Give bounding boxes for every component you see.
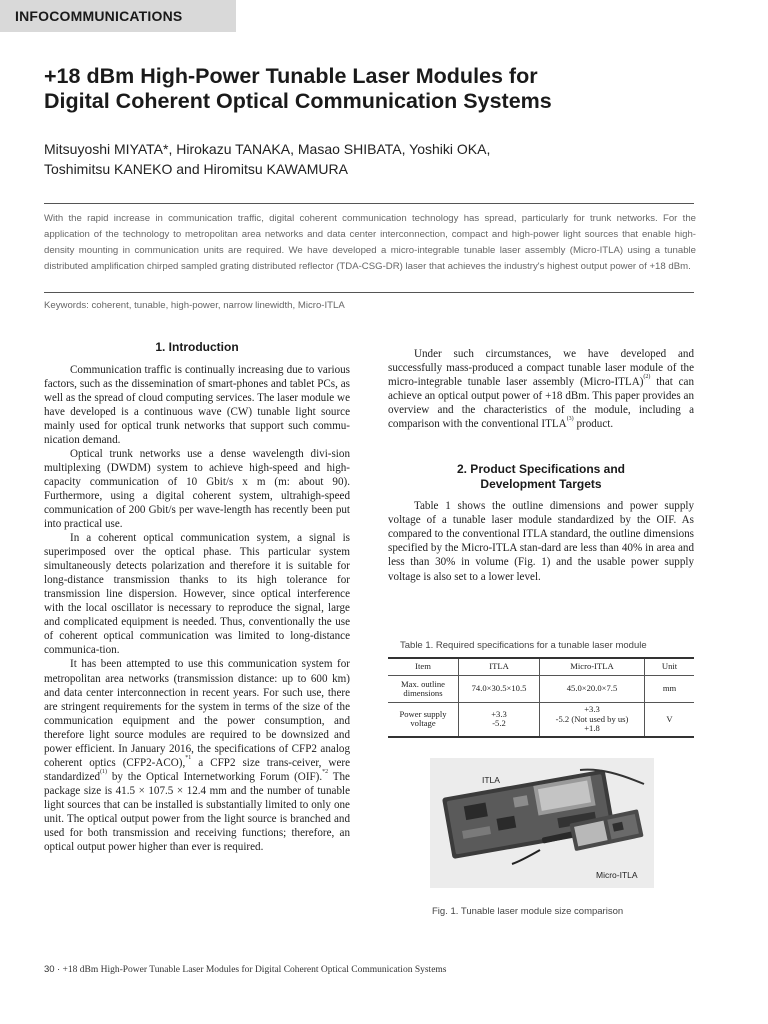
table-header-cell: Item <box>388 658 459 676</box>
table-row <box>388 703 694 737</box>
title-line-2: Digital Coherent Optical Communication Systems <box>44 89 552 113</box>
table-cell: Power supply voltage <box>388 703 459 737</box>
abstract-top-rule <box>44 203 694 204</box>
table-cell: +3.3 -5.2 (Not used by us) +1.8 <box>540 703 645 737</box>
table-cell: +3.3 -5.2 <box>459 703 540 737</box>
citation-ref: (2) <box>643 374 651 381</box>
table-row <box>388 676 694 703</box>
table-header-row <box>388 658 694 676</box>
table-header-cell: Micro-ITLA <box>540 658 645 676</box>
left-column <box>44 340 350 854</box>
micro-itla-label: Micro-ITLA <box>596 870 638 880</box>
abstract-bottom-rule <box>44 292 694 293</box>
keywords: Keywords: coherent, tunable, high-power, narrow linewidth, Micro-ITLA <box>44 300 345 311</box>
footer-separator: · <box>56 964 61 975</box>
authors-line-2: Toshimitsu KANEKO and Hiromitsu KAWAMURA <box>44 161 348 177</box>
table-cell: mm <box>645 676 695 703</box>
table-cell: 74.0×30.5×10.5 <box>459 676 540 703</box>
section-2-heading: 2. Product Specifications and Development Targets <box>456 462 626 491</box>
title-line-1: +18 dBm High-Power Tunable Laser Modules for <box>44 64 538 88</box>
page-footer <box>44 964 447 975</box>
running-title: +18 dBm High-Power Tunable Laser Modules for Digital Coherent Optical Communication Systems <box>62 965 447 975</box>
abstract: With the rapid increase in communication traffic, digital coherent communication technology has spread, particularly for trunk networks. For the application of the technology to metropolitan area networks and data center interconnection, compact and high-power light sources that enable high-density mounting in communication units are required. We have developed a micro-integrable tunable laser assembly (Micro-ITLA) using a tunable distributed amplification chirped sampled grating distributed reflector (TDA-CSG-DR) laser that achieves the industry's highest output power of +18 dBm. <box>44 213 696 272</box>
section-1-heading: 1. Introduction <box>155 340 239 354</box>
citation-ref: (3) <box>566 416 574 423</box>
intro-paragraph-3: In a coherent optical communication system, a signal is superimposed over the optical phase. This particular system simultaneously detects polarization and therefore it is suitable for long-distance transmission thanks to its high tolerance for transmission line dispersion. However, since optical interference with the local oscillator is necessary to reproduce the signal, large and complicated equipment is needed. Thus, conventionally the use of coherent optical communication was limited to long-distance communica-tion. <box>44 532 350 657</box>
footnote-ref: *1 <box>185 754 192 761</box>
intro-paragraph-2: Optical trunk networks use a dense wavelength divi-sion multiplexing (DWDM) system to achieve high-speed and high-capacity communication of 10 Gbit/s x m (m: about 90). Furthermore, using a digital coherent system, ultrahigh-speed communication of 200 Gbit/s per wave-length has recently been put into practical use. <box>44 447 350 531</box>
intro-paragraph-4: It has been attempted to use this communication system for metropolitan area networks (transmission distance: up to 600 km) and data center interconnection in recent years. For such use, there are stringent requirements for the system in terms of the size of the communication equipment and the power consumption, and therefore light source modules are required to be downsized and power efficient. In January 2016, the specifications of CFP2 analog coherent optics (CFP2-ACO),$^{*1}$ a CFP2 size trans-ceiver, were standardized$^{(1)}$ by the Optical Internetworking Forum (OIF).$^{*2}$ The package size is 41.5 × 107.5 × 12.4 mm and the number of tunable light sources that can be installed is substantially limited to only one unit. The optical output power from the light source is branched and used for both transmission and receiving functions; therefore, an optical output power higher than ever is required. <box>44 658 350 854</box>
intro-paragraph-1: Communication traffic is continually increasing due to various factors, such as the dissemination of smart-phones and tablet PCs, as well as the spread of cloud computing services. The laser module we have developed is a continuous wave (CW) tunable light source mainly used for optical trunk networks that support such commu-nication demand. <box>44 363 350 446</box>
right-column <box>388 340 694 584</box>
table-cell: Max. outline dimensions <box>388 676 459 703</box>
section-tag: INFOCOMMUNICATIONS <box>0 0 236 32</box>
figure-1-caption: Fig. 1. Tunable laser module size comparison <box>432 906 624 917</box>
itla-label: ITLA <box>482 775 500 785</box>
footnote-ref: *2 <box>322 768 329 775</box>
author-list <box>44 139 734 179</box>
intro-paragraph-5: Under such circumstances, we have developed and successfully mass-produced a compact tunable laser module of the micro-integrable tunable laser assembly (Micro-ITLA)$^{(2)}$ that can achieve an optical output power of +18 dBm. This paper provides an overview and the characteristics of the module, including a comparison with the conventional ITLA$^{(3)}$ product. <box>388 348 695 431</box>
table-cell: V <box>645 703 695 737</box>
spec-paragraph-1: Table 1 shows the outline dimensions and power supply voltage of a tunable laser module standardized by the OIF. As compared to the conventional ITLA standard, the outline dimensions specified by the Micro-ITLA stan-dard are less than 40% in area and less than 30% in volume (Fig. 1) and the usable power supply voltage is also set to a lower level. <box>388 500 694 583</box>
authors-line-1: Mitsuyoshi MIYATA*, Hirokazu TANAKA, Masao SHIBATA, Yoshiki OKA, <box>44 141 491 157</box>
citation-ref: (1) <box>100 768 108 775</box>
table-cell: 45.0×20.0×7.5 <box>540 676 645 703</box>
page-number: 30 <box>44 964 55 975</box>
spec-table <box>388 657 694 738</box>
table-header-cell: Unit <box>645 658 695 676</box>
table-header-cell: ITLA <box>459 658 540 676</box>
module-photo-illustration <box>430 758 654 888</box>
module-photo <box>430 758 654 888</box>
table-1-caption: Table 1. Required specifications for a tunable laser module <box>400 640 647 651</box>
article-title <box>44 64 734 114</box>
